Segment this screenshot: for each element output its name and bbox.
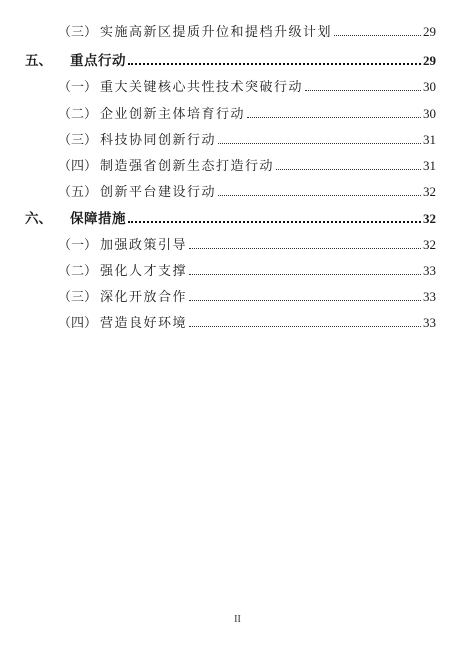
toc-entry[interactable]: [58, 100, 436, 122]
dot-leader: [218, 143, 421, 144]
dot-leader: [218, 195, 421, 196]
toc-entry[interactable]: [58, 18, 436, 40]
dot-leader: [305, 90, 421, 91]
toc-entry-page: 31: [423, 158, 436, 173]
page-number: II: [234, 614, 241, 625]
toc-entry-number: （四）: [58, 159, 98, 174]
toc-entry[interactable]: [58, 178, 436, 200]
toc-entry-title: 营造良好环境: [100, 316, 188, 331]
toc-section-page: 32: [423, 211, 436, 226]
toc-entry-page: 32: [423, 237, 436, 252]
toc-entry[interactable]: [58, 257, 436, 279]
toc-entry[interactable]: [58, 73, 436, 95]
toc-entry-title: 重大关键核心共性技术突破行动: [100, 80, 304, 95]
toc-entry-number: （二）: [58, 264, 98, 279]
toc-entry-number: （四）: [58, 316, 98, 331]
dot-leader: [128, 63, 421, 65]
toc-entry-page: 29: [423, 24, 436, 39]
toc-entry-page: 32: [423, 184, 436, 199]
dot-leader: [128, 221, 421, 223]
toc-entry-page: 33: [423, 315, 436, 330]
toc-entry-title: 创新平台建设行动: [100, 185, 217, 200]
toc-entry[interactable]: [58, 231, 436, 253]
toc-entry-title: 企业创新主体培育行动: [100, 107, 246, 122]
toc-entry-title: 制造强省创新生态打造行动: [100, 159, 275, 174]
toc-entry-title: 强化人才支撑: [100, 264, 188, 279]
dot-leader: [276, 169, 421, 170]
dot-leader: [247, 117, 421, 118]
toc-entry-number: （五）: [58, 185, 98, 200]
toc-entry-title: 加强政策引导: [100, 238, 188, 253]
toc-entry-title: 科技协同创新行动: [100, 133, 217, 148]
toc-section-title: 重点行动: [70, 53, 126, 69]
dot-leader: [189, 326, 421, 327]
toc-entry-number: （一）: [58, 80, 98, 95]
toc-entry-number: （二）: [58, 107, 98, 122]
toc-entry[interactable]: [58, 309, 436, 331]
dot-leader: [334, 35, 421, 36]
toc-entry[interactable]: [58, 283, 436, 305]
toc-entry-number: （三）: [58, 133, 98, 148]
toc-section[interactable]: [25, 205, 436, 227]
toc-entry-page: 31: [423, 132, 436, 147]
dot-leader: [189, 248, 421, 249]
dot-leader: [189, 300, 421, 301]
toc-entry-number: （三）: [58, 290, 98, 305]
dot-leader: [189, 274, 421, 275]
toc-entry-page: 30: [423, 79, 436, 94]
toc-entry-number: （三）: [58, 25, 98, 40]
toc-entry[interactable]: [58, 126, 436, 148]
toc-entry-title: 实施高新区提质升位和提档升级计划: [100, 25, 333, 40]
toc-entry[interactable]: [58, 152, 436, 174]
toc-section-number: 六、: [25, 211, 52, 227]
toc-entry-number: （一）: [58, 238, 98, 253]
toc-entry-page: 33: [423, 289, 436, 304]
toc-entry-page: 30: [423, 106, 436, 121]
toc-section-page: 29: [423, 53, 436, 68]
toc-entry-title: 深化开放合作: [100, 290, 188, 305]
toc-section-number: 五、: [25, 53, 52, 69]
toc-section[interactable]: [25, 47, 436, 69]
toc-entry-page: 33: [423, 263, 436, 278]
toc-section-title: 保障措施: [70, 211, 126, 227]
